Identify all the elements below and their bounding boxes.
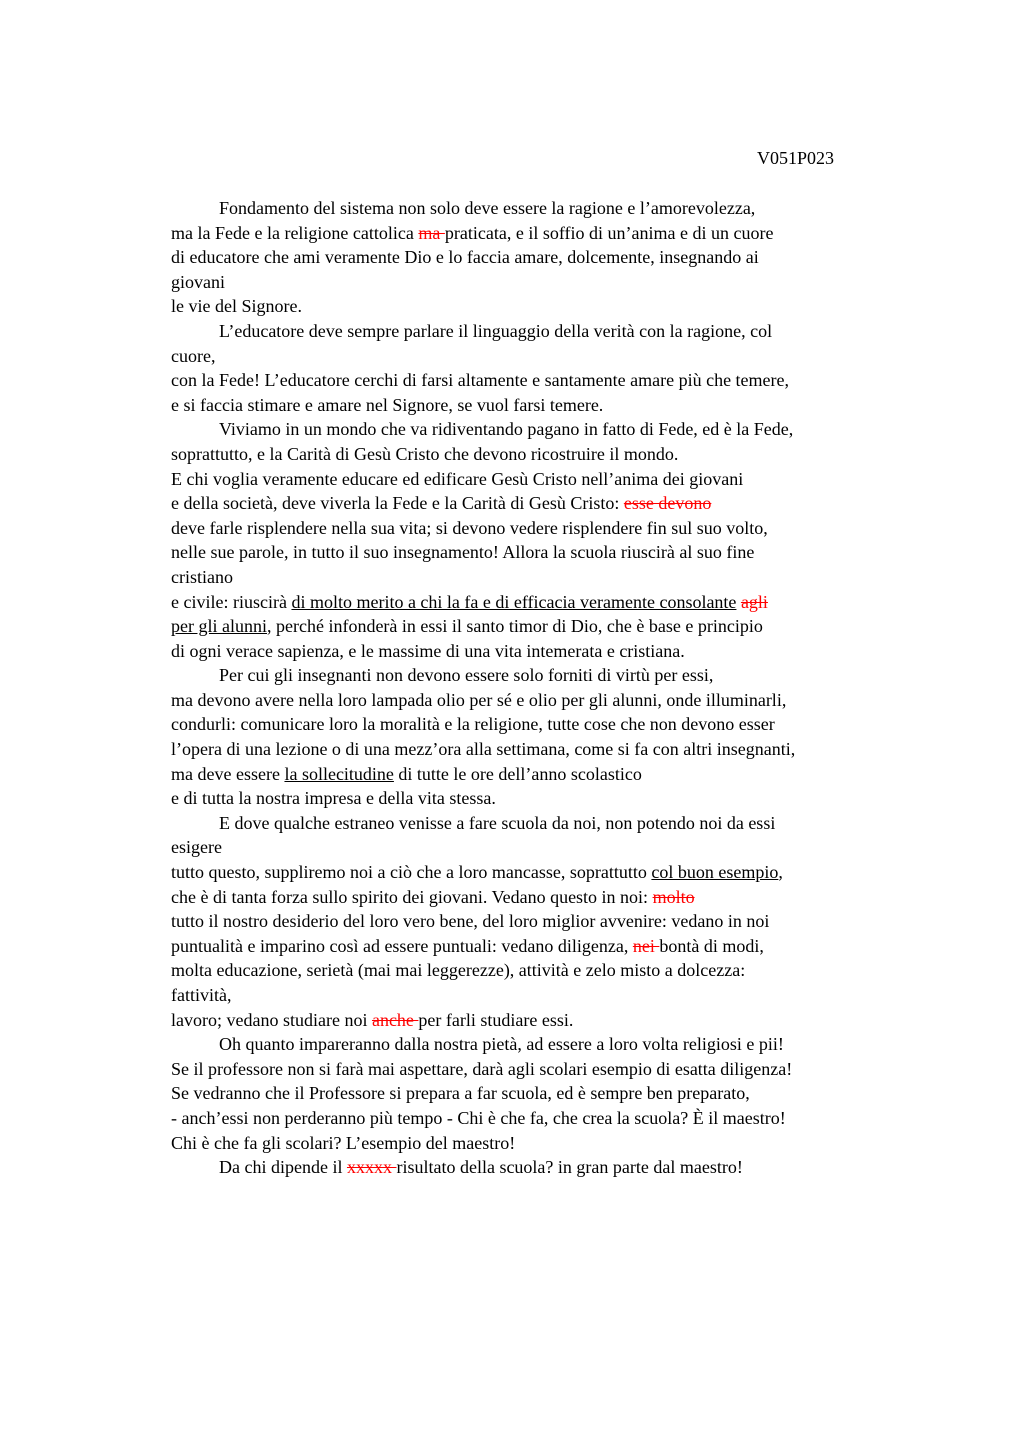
text-segment: e civile: riuscirà bbox=[171, 591, 292, 612]
paragraph-first-line bbox=[171, 417, 911, 442]
text-segment: deve farle risplendere nella sua vita; si devono vedere risplendere fin sul suo volto, bbox=[171, 517, 768, 538]
text-line bbox=[171, 958, 911, 983]
document-body bbox=[171, 196, 911, 1180]
text-line bbox=[171, 565, 911, 590]
text-segment: , bbox=[778, 862, 783, 883]
text-segment: per farli studiare essi. bbox=[418, 1009, 574, 1030]
text-segment: , perché infonderà in essi il santo timor di Dio, che è base e principio bbox=[266, 616, 763, 637]
text-line bbox=[171, 245, 911, 270]
paragraph-first-line bbox=[171, 663, 911, 688]
text-line bbox=[171, 712, 911, 737]
deleted-text: anche bbox=[371, 1009, 419, 1030]
text-segment: soprattutto, e la Carità di Gesù Cristo che devono ricostruire il mondo. bbox=[171, 443, 679, 464]
deleted-text: ma bbox=[418, 222, 445, 243]
text-line bbox=[171, 540, 911, 565]
text-segment: Viviamo in un mondo che va ridiventando pagano in fatto di Fede, ed è la Fede, bbox=[219, 419, 794, 440]
text-segment: E dove qualche estraneo venisse a fare scuola da noi, non potendo noi da essi bbox=[219, 812, 776, 833]
text-line bbox=[171, 1081, 911, 1106]
text-segment: risultato della scuola? in gran parte dal maestro! bbox=[396, 1157, 743, 1178]
text-line bbox=[171, 393, 911, 418]
text-segment: le vie del Signore. bbox=[171, 296, 302, 317]
text-segment: ma deve essere bbox=[171, 763, 285, 784]
text-segment: tutto il nostro desiderio del loro vero bene, del loro miglior avvenire: vedano in noi bbox=[171, 911, 770, 932]
text-segment: tutto questo, suppliremo noi a ciò che a loro mancasse, soprattutto bbox=[171, 862, 652, 883]
text-line bbox=[171, 344, 911, 369]
text-line bbox=[171, 762, 911, 787]
text-line bbox=[171, 467, 911, 492]
text-segment: cristiano bbox=[171, 566, 233, 587]
text-segment: Fondamento del sistema non solo deve essere la ragione e l’amorevolezza, bbox=[219, 198, 756, 218]
text-segment: di ogni verace sapienza, e le massime di una vita intemerata e cristiana. bbox=[171, 640, 685, 661]
text-line bbox=[171, 934, 911, 959]
text-segment: Da chi dipende il bbox=[219, 1157, 347, 1178]
text-line bbox=[171, 786, 911, 811]
text-line bbox=[171, 737, 911, 762]
text-segment: E chi voglia veramente educare ed edificare Gesù Cristo nell’anima dei giovani bbox=[171, 468, 744, 489]
text-segment: e di tutta la nostra impresa e della vita stessa. bbox=[171, 788, 496, 809]
text-segment: ma la Fede e la religione cattolica bbox=[171, 222, 419, 243]
text-segment: e si faccia stimare e amare nel Signore, se vuol farsi temere. bbox=[171, 394, 604, 415]
text-line bbox=[171, 1008, 911, 1033]
text-segment: L’educatore deve sempre parlare il linguaggio della verità con la ragione, col bbox=[219, 320, 773, 341]
text-line bbox=[171, 294, 911, 319]
text-segment: - anch’essi non perderanno più tempo - Chi è che fa, che crea la scuola? È il maestro! bbox=[171, 1107, 786, 1128]
underlined-text: per gli alunni bbox=[171, 616, 267, 637]
paragraph-first-line bbox=[171, 1032, 911, 1057]
paragraph-first-line bbox=[171, 319, 911, 344]
underlined-text: col buon esempio bbox=[651, 862, 779, 883]
text-segment: con la Fede! L’educatore cerchi di farsi altamente e santamente amare più che temere, bbox=[171, 370, 790, 391]
text-segment: bontà di modi, bbox=[659, 935, 764, 956]
text-segment: praticata, e il soffio di un’anima e di un cuore bbox=[444, 222, 774, 243]
text-segment: Se il professore non si farà mai aspettare, darà agli scolari esempio di esatta diligenza! bbox=[171, 1058, 793, 1079]
text-line bbox=[171, 688, 911, 713]
text-line bbox=[171, 614, 911, 639]
text-line bbox=[171, 368, 911, 393]
text-segment: Se vedranno che il Professore si prepara a far scuola, ed è sempre ben preparato, bbox=[171, 1083, 750, 1104]
text-segment: Per cui gli insegnanti non devono essere solo forniti di virtù per essi, bbox=[219, 665, 714, 686]
text-segment: di educatore che ami veramente Dio e lo faccia amare, dolcemente, insegnando ai bbox=[171, 247, 759, 268]
text-segment: esigere bbox=[171, 837, 222, 858]
paragraph-first-line bbox=[171, 1155, 911, 1180]
text-line bbox=[171, 885, 911, 910]
deleted-text: nei bbox=[632, 935, 660, 956]
text-segment: di tutte le ore dell’anno scolastico bbox=[393, 763, 642, 784]
text-segment: fattività, bbox=[171, 985, 232, 1005]
text-segment: giovani bbox=[171, 271, 225, 292]
text-line bbox=[171, 442, 911, 467]
text-line bbox=[171, 1106, 911, 1131]
text-line bbox=[171, 909, 911, 934]
text-line bbox=[171, 221, 911, 246]
underlined-text: di molto merito a chi la fa e di efficacia veramente consolante bbox=[291, 591, 737, 612]
text-segment: nelle sue parole, in tutto il suo insegnamento! Allora la scuola riuscirà al suo fine bbox=[171, 542, 755, 563]
text-segment: ma devono avere nella loro lampada olio per sé e olio per gli alunni, onde illuminarli, bbox=[171, 689, 787, 710]
text-line bbox=[171, 516, 911, 541]
text-segment: Oh quanto impareranno dalla nostra pietà, ad essere a loro volta religiosi e pii! bbox=[219, 1034, 784, 1055]
text-line bbox=[171, 270, 911, 295]
deleted-text: molto bbox=[652, 886, 695, 907]
page-id: V051P023 bbox=[757, 148, 835, 168]
text-segment: puntualità e imparino così ad essere puntuali: vedano diligenza, bbox=[171, 935, 633, 956]
text-segment: e della società, deve viverla la Fede e la Carità di Gesù Cristo: bbox=[171, 493, 624, 514]
text-line bbox=[171, 835, 911, 860]
text-segment: molta educazione, serietà (mai mai leggerezze), attività e zelo misto a dolcezza: bbox=[171, 960, 746, 981]
text-segment: condurli: comunicare loro la moralità e la religione, tutte cose che non devono esser bbox=[171, 714, 775, 735]
paragraph-first-line bbox=[171, 811, 911, 836]
text-line bbox=[171, 1057, 911, 1082]
deleted-text: esse devono bbox=[623, 493, 712, 514]
text-line bbox=[171, 1131, 911, 1156]
text-line bbox=[171, 860, 911, 885]
text-line bbox=[171, 491, 911, 516]
text-line bbox=[171, 639, 911, 664]
deleted-text: agli bbox=[740, 591, 768, 612]
text-line bbox=[171, 590, 911, 615]
underlined-text: la sollecitudine bbox=[284, 763, 394, 784]
text-segment: l’opera di una lezione o di una mezz’ora alla settimana, come si fa con altri insegnanti, bbox=[171, 739, 796, 760]
text-segment: cuore, bbox=[171, 345, 216, 366]
text-segment: che è di tanta forza sullo spirito dei giovani. Vedano questo in noi: bbox=[171, 886, 653, 907]
paragraph-first-line bbox=[171, 196, 911, 221]
text-segment: lavoro; vedano studiare noi bbox=[171, 1009, 372, 1030]
text-segment: Chi è che fa gli scolari? L’esempio del maestro! bbox=[171, 1132, 516, 1153]
text-line bbox=[171, 983, 911, 1008]
deleted-text: xxxxx bbox=[346, 1157, 397, 1178]
